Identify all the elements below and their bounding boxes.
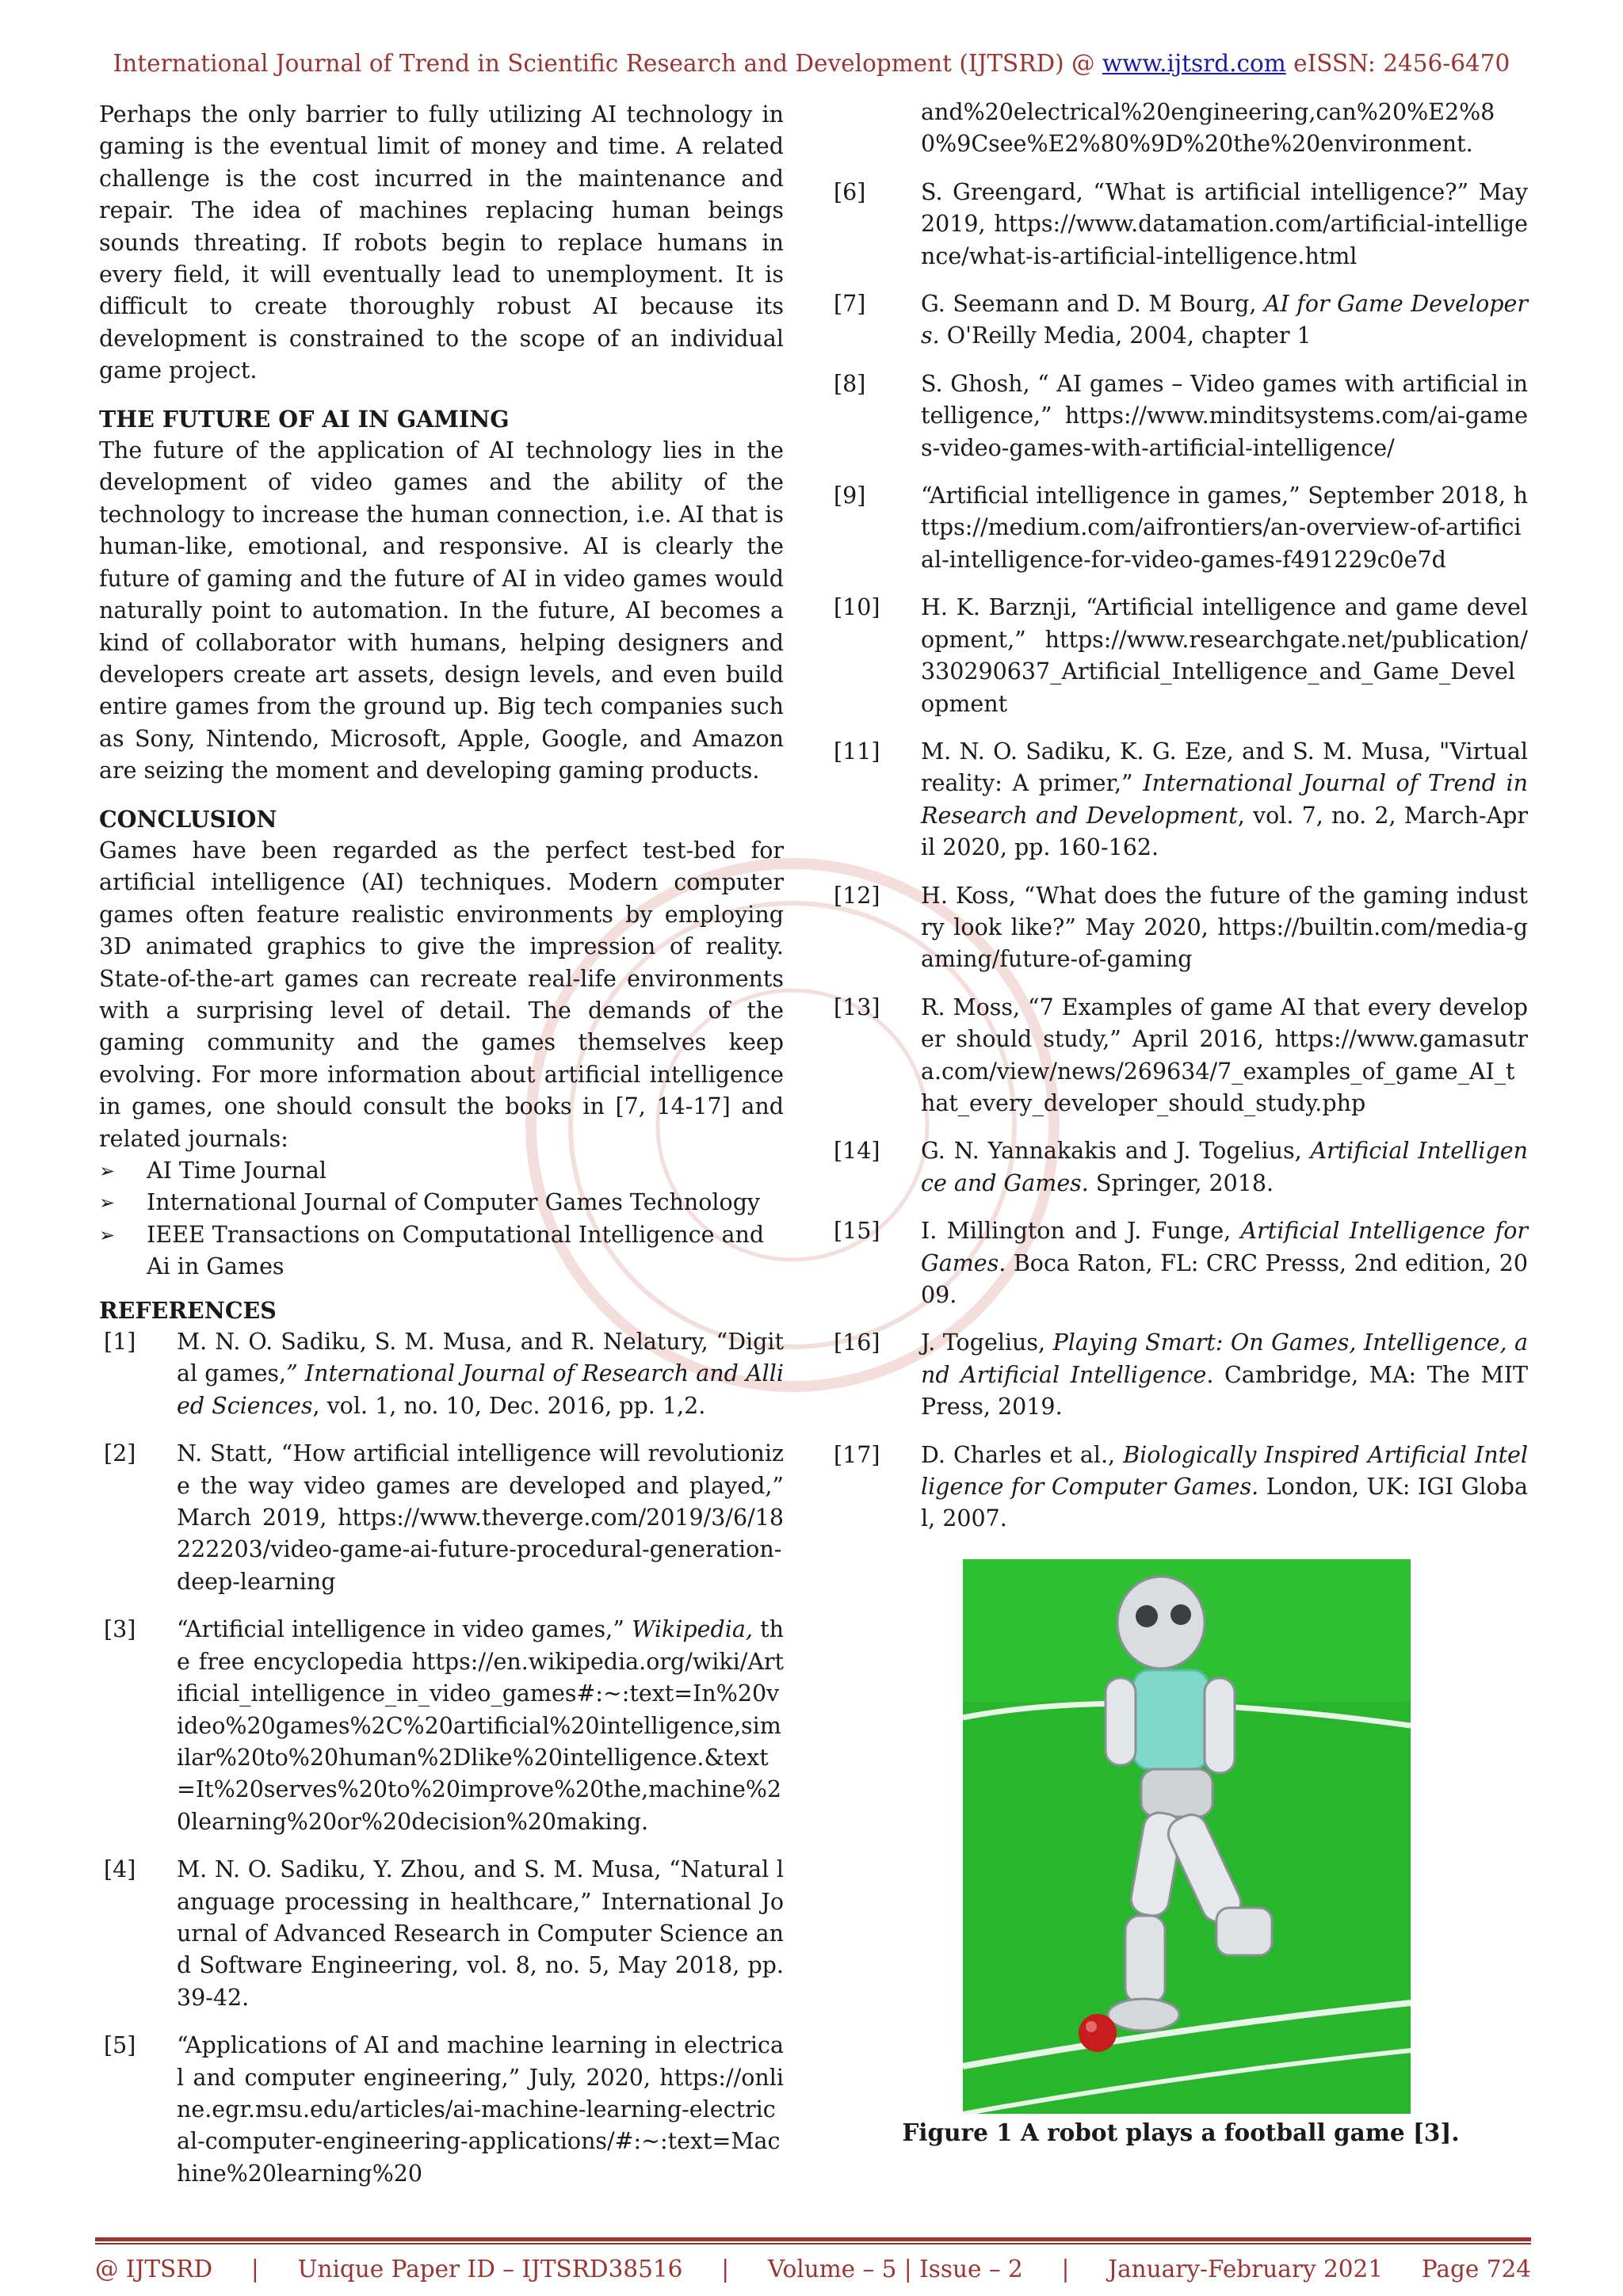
future-heading: THE FUTURE OF AI IN GAMING [99,405,510,433]
left-column [99,99,784,2206]
reference-item: [3] “Artificial intelligence in video games,” Wikipedia, the free encyclopedia https://en.wikipedia.org/wiki/Artificial_intelligence_in_video_games#:~:text=In%20video%20games%2C%20artificial%20intelligence,similar%20to%20human%2Dlike%20intelligence.&text=It%20serves%20to%20improve%20the,machine%20learning%20or%20decision%20making. [104,1616,784,1835]
robot-football-figure [963,1559,1411,2114]
reference-item: [13] R. Moss, “7 Examples of game AI that every developer should study,” April 2016, https://www.gamasutra.com/view/news/269634/7_examples_of_game_AI_that_every_developer_should_study.php [834,994,1528,1116]
reference-item: [8] S. Ghosh, “ AI games – Video games with artificial intelligence,” https://www.minditsystems.com/ai-games-video-games-with-artificial-intelligence/ [834,370,1528,461]
conclusion-heading: CONCLUSION [99,805,277,833]
robot-illustration [963,1559,1411,2114]
journal-list [99,1155,784,1283]
reference-item: [12] H. Koss, “What does the future of the gaming industry look like?” May 2020, https://builtin.com/media-gaming/future-of-gaming [834,882,1528,973]
figure-caption: Figure 1 A robot plays a football game [3]. [902,2119,1460,2146]
future-paragraph: The future of the application of AI technology lies in the development of video games and the ability of the technology to increase the human connection, i.e. AI that is human-like, emotional, and responsive. AI is clearly the future of gaming and the future of AI in video games would naturally point to automation. In the future, AI becomes a kind of collaborator with humans, helping designers and developers create art assets, design levels, and even build entire games from the ground up. Big tech companies such as Sony, Nintendo, Microsoft, Apple, Google, and Amazon are seizing the moment and developing gaming products. [99,437,784,784]
reference-item: [5] “Applications of AI and machine learning in electrical and computer engineering,” July, 2020, https://online.egr.msu.edu/articles/ai-machine-learning-electrical-computer-engineering-applications/#:~:text=Machine%20learning%20 [104,2032,784,2187]
reference-item: [7] G. Seemann and D. M Bourg, AI for Game Developers. O'Reilly Media, 2004, chapter 1 [834,291,1528,349]
right-column [834,97,1528,1551]
conclusion-paragraph: Games have been regarded as the perfect test-bed for artificial intelligence (AI) techniques. Modern computer games often feature realistic environments by employing 3D animated graphics to give the impression of reality. State-of-the-art games can recreate real-life environments with a surprising level of detail. The demands of the gaming community and the games themselves keep evolving. For more information about artificial intelligence in games, one should consult the books in [7, 14-17] and related journals: [99,837,784,1152]
reference-item: [10] H. K. Barznji, “Artificial intelligence and game development,” https://www.researchgate.net/publication/330290637_Artificial_Intelligence_and_Game_Development [834,594,1528,717]
list-item: ➢ IEEE Transactions on Computational Intelligence and Ai in Games [99,1219,784,1283]
reference-item: [14] G. N. Yannakakis and J. Togelius, Artificial Intelligence and Games. Springer, 2018. [834,1138,1528,1196]
reference-item: [16] J. Togelius, Playing Smart: On Games, Intelligence, and Artificial Intelligence. Cambridge, MA: The MIT Press, 2019. [834,1329,1528,1421]
arrow-bullet-icon: ➢ [99,1160,116,1182]
references-heading: REFERENCES [99,1296,277,1324]
journal-link[interactable]: www.ijtsrd.com [1102,50,1286,77]
reference-item: [1] M. N. O. Sadiku, S. M. Musa, and R. Nelatury, “Digital games,” International Journal of Research and Allied Sciences, vol. 1, no. 10, Dec. 2016, pp. 1,2. [104,1329,784,1419]
reference-item: [17] D. Charles et al., Biologically Inspired Artificial Intelligence for Computer Games. London, UK: IGI Global, 2007. [834,1441,1529,1532]
footer-volume: Volume – 5 | Issue – 2 [767,2256,1023,2283]
header-issn: eISSN: 2456-6470 [1293,50,1510,77]
footer-separator: | [721,2256,730,2283]
reference-item: [4] M. N. O. Sadiku, Y. Zhou, and S. M. Musa, “Natural language processing in healthcare,” International Journal of Advanced Research in Computer Science and Software Engineering, vol. 8, no. 5, May 2018, pp. 39-42. [104,1856,784,2011]
journal-header [0,48,1623,79]
arrow-bullet-icon: ➢ [99,1192,116,1215]
arrow-bullet-icon: ➢ [99,1223,116,1246]
reference-item: [15] I. Millington and J. Funge, Artificial Intelligence for Games. Boca Raton, FL: CRC Presss, 2nd edition, 2009. [834,1218,1528,1308]
reference-item: [6] S. Greengard, “What is artificial intelligence?” May 2019, https://www.datamation.com/artificial-intelligence/what-is-artificial-intelligence.html [834,178,1528,269]
header-title: International Journal of Trend in Scientific Research and Development (IJTSRD) @ [113,50,1095,77]
footer-page: Page 724 [1421,2256,1531,2283]
list-item: ➢ International Journal of Computer Games Technology [99,1187,784,1219]
footer-separator: | [250,2256,259,2283]
footer-date: January-February 2021 [1108,2256,1384,2283]
reference-item: [11] M. N. O. Sadiku, K. G. Eze, and S. M. Musa, "Virtual reality: A primer,” International Journal of Trend in Research and Development, vol. 7, no. 2, March-April 2020, pp. 160-162. [834,738,1528,861]
ball-icon [1079,2014,1117,2052]
reference-item: [9] “Artificial intelligence in games,” September 2018, https://medium.com/aifrontiers/an-overview-of-artificial-intelligence-for-video-games-f491229c0e7d [834,482,1528,573]
footer-paper-id: Unique Paper ID – IJTSRD38516 [297,2256,683,2283]
footer-brand: @ IJTSRD [95,2256,213,2283]
reference-continuation: and%20electrical%20engineering,can%20%E2%80%9Csee%E2%80%9D%20the%20environment. [921,99,1495,158]
page-footer [95,2253,1531,2285]
footer-separator: | [1061,2256,1070,2283]
list-item: ➢ AI Time Journal [99,1155,784,1187]
intro-paragraph: Perhaps the only barrier to fully utilizing AI technology in gaming is the eventual limit of money and time. A related challenge is the cost incurred in the maintenance and repair. The idea of machines replacing human beings sounds threating. If robots begin to replace humans in every field, it will eventually lead to unemployment. It is difficult to create thoroughly robust AI because its development is constrained to the scope of an individual game project. [99,101,784,384]
footer-divider [95,2237,1531,2245]
reference-item: [2] N. Statt, “How artificial intelligence will revolutionize the way video games are developed and played,” March 2019, https://www.theverge.com/2019/3/6/18222203/video-game-ai-future-procedural-generation-deep-learning [104,1440,784,1595]
